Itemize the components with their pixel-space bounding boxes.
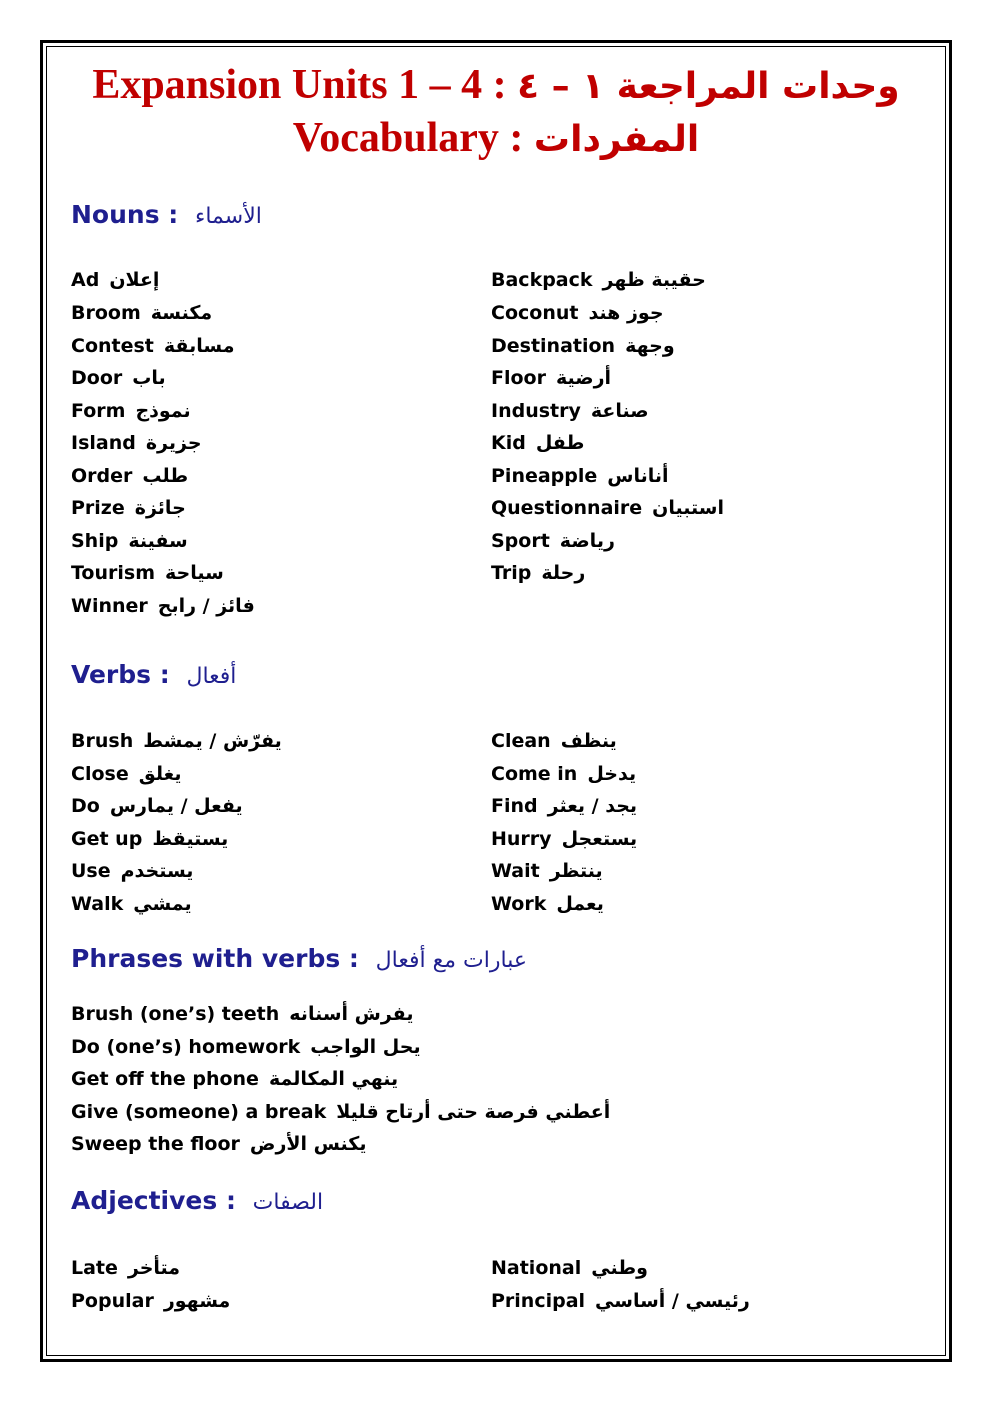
noun-item: Winner فائز / رابح (71, 595, 255, 617)
noun-item: Tourism سياحة (71, 562, 224, 584)
adjective-item: Late متأخر (71, 1257, 181, 1279)
phrase-item: Give (someone) a break أعطني فرصة حتى أرتاح قليلا (71, 1101, 611, 1123)
title-arabic: وحدات المراجعة ١ – ٤ (517, 66, 900, 107)
noun-item: Form نموذج (71, 400, 191, 422)
phrases-heading (71, 944, 527, 976)
verb-item: Do يفعل / يمارس (71, 795, 243, 817)
noun-item: Broom مكنسة (71, 302, 213, 324)
verb-item: Clean ينظف (491, 730, 617, 752)
verb-item: Close يغلق (71, 763, 182, 785)
title-english: Expansion Units 1 – 4 : (92, 62, 507, 108)
noun-item: Door باب (71, 367, 166, 389)
noun-item: Sport رياضة (491, 530, 615, 552)
verb-item: Brush يفرّش / يمشط (71, 730, 282, 752)
nouns-heading-en: Nouns : (71, 200, 179, 229)
nouns-heading-ar: الأسماء (195, 204, 262, 229)
phrases-heading-en: Phrases with verbs : (71, 944, 359, 973)
subtitle-arabic: المفردات (533, 119, 700, 160)
noun-item: Backpack حقيبة ظهر (491, 269, 706, 291)
noun-item: Prize جائزة (71, 497, 186, 519)
subtitle-english: Vocabulary : (292, 115, 524, 161)
adjectives-heading (71, 1186, 323, 1218)
verb-item: Get up يستيقظ (71, 828, 229, 850)
adjectives-heading-ar: الصفات (252, 1190, 324, 1215)
verb-item: Find يجد / يعثر (491, 795, 638, 817)
noun-item: Floor أرضية (491, 367, 612, 389)
verbs-heading-ar: أفعال (186, 664, 237, 689)
verb-item: Come in يدخل (491, 763, 637, 785)
phrase-item: Get off the phone ينهي المكالمة (71, 1068, 399, 1090)
verb-item: Hurry يستعجل (491, 828, 638, 850)
verb-item: Use يستخدم (71, 860, 194, 882)
noun-item: Island جزيرة (71, 432, 202, 454)
phrase-item: Brush (one’s) teeth يفرش أسنانه (71, 1003, 414, 1025)
verbs-heading-en: Verbs : (71, 660, 170, 689)
verb-item: Work يعمل (491, 893, 604, 915)
noun-item: Trip رحلة (491, 562, 586, 584)
noun-item: Questionnaire استبيان (491, 497, 724, 519)
noun-item: Kid طفل (491, 432, 585, 454)
title-line-2 (46, 113, 946, 165)
verb-item: Walk يمشي (71, 893, 192, 915)
noun-item: Industry صناعة (491, 400, 649, 422)
page-border-inner (46, 46, 946, 1356)
title-line-1 (46, 60, 946, 112)
adjective-item: Principal رئيسي / أساسي (491, 1290, 750, 1312)
noun-item: Coconut جوز هند (491, 302, 664, 324)
verb-item: Wait ينتظر (491, 860, 603, 882)
noun-item: Ad إعلان (71, 269, 160, 291)
noun-item: Ship سفينة (71, 530, 188, 552)
noun-item: Destination وجهة (491, 335, 675, 357)
noun-item: Order طلب (71, 465, 189, 487)
adjective-item: National وطني (491, 1257, 648, 1279)
nouns-heading (71, 200, 262, 232)
adjective-item: Popular مشهور (71, 1290, 231, 1312)
verbs-heading (71, 660, 236, 692)
noun-item: Pineapple أناناس (491, 465, 669, 487)
adjectives-heading-en: Adjectives : (71, 1186, 236, 1215)
noun-item: Contest مسابقة (71, 335, 235, 357)
phrases-heading-ar: عبارات مع أفعال (375, 948, 527, 973)
phrase-item: Do (one’s) homework يحل الواجب (71, 1036, 421, 1058)
phrase-item: Sweep the floor يكنس الأرض (71, 1133, 367, 1155)
